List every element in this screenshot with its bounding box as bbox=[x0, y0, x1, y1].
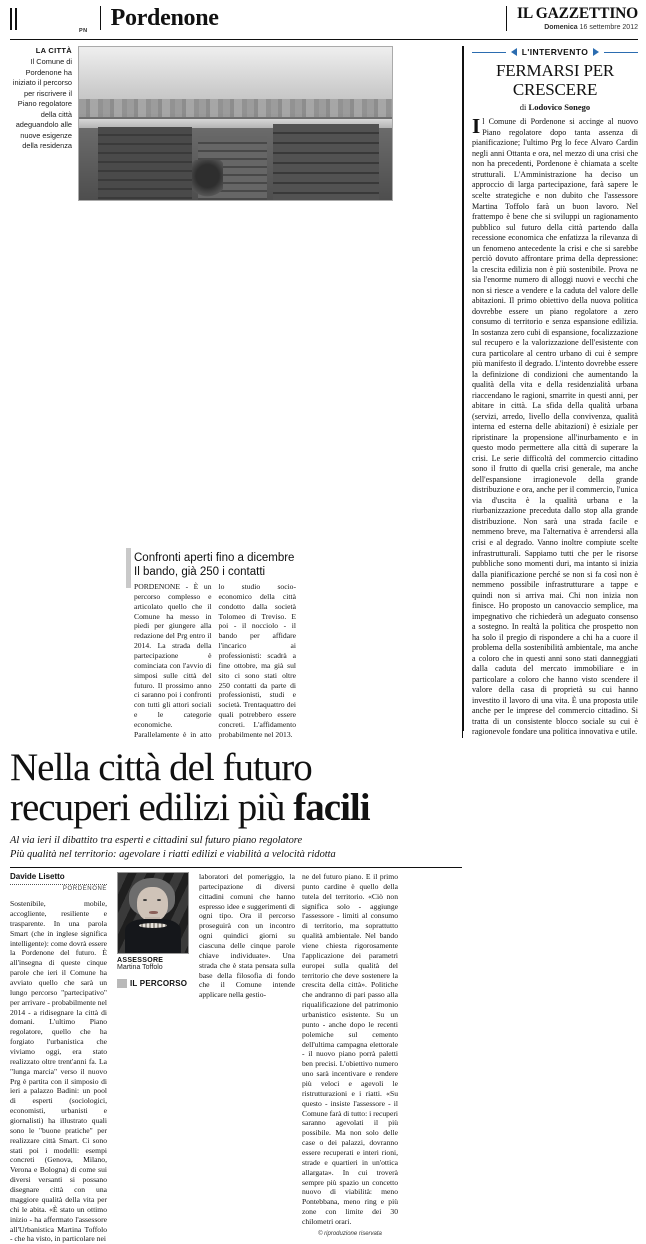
subheading-2: Più qualità nel territorio: agevolare i riatti edilizi e viabilità a velocità ridotta bbox=[10, 848, 336, 860]
column-separator bbox=[463, 46, 464, 731]
issue-date bbox=[517, 24, 638, 31]
photo-building-right bbox=[273, 124, 379, 201]
percorso-tag-label: IL PERCORSO bbox=[130, 978, 188, 988]
article-body-zone bbox=[0, 868, 646, 1244]
percorso-headline-line1: Confronti aperti fino a dicembre bbox=[134, 552, 295, 564]
assessore-kicker: ASSESSORE bbox=[117, 956, 164, 964]
article-text-1: Sostenibile, mobile, accogliente, resiliente e trasparente. In una parola Smart (che in inglese significa intelligente): come dovrà essere la Pordenone del futuro. È all'insegna di queste cinque parole che ieri il Comune ha avviato quello che sarà un lungo percorso "partecipativo" per arrivare - probabilmente nel 2014 - a ridisegnare la città di domani. L'ultimo Piano regolatore, quello che ha forgiato l'urbanistica che viviamo oggi, era stato realizzato oltre trent'anni fa. La "lunga marcia" verso il nuovo Prg è partita con il simposio di ieri a palazzo Badini: un pool di esperti (sociologici, economisti, urbanisti e giornalisti) ha illustrato quali sono le "buone pratiche" per realizzare città Smart. Ci sono stati poi i modelli: esempi concreti (Genova, Milano, Verona e Bologna) di come sui diversi versanti si possano disegnare città con una maggiore qualità della vita per chi le abita. «È stato un ottimo inizio - ha affermato l'assessore all'Urbanistica Martina Toffolo - che ha visto, in particolare nei bbox=[10, 899, 107, 1244]
masthead bbox=[0, 0, 646, 40]
brand-name: IL GAZZETTINO bbox=[516, 5, 638, 22]
assessore-name: Martina Toffolo bbox=[117, 963, 163, 971]
headline-zone bbox=[0, 738, 470, 868]
intervento-byline bbox=[472, 102, 638, 112]
page-title: Pordenone bbox=[100, 6, 506, 30]
intervento-title: FERMARSI PER CRESCERE bbox=[495, 61, 615, 99]
percorso-headline-line2: Il bando, già 250 i contatti bbox=[134, 566, 266, 579]
subheading-1: Al via ieri il dibattito tra esperti e cittadini sul futuro piano regolatore bbox=[10, 835, 303, 847]
percorso-accent-bar bbox=[126, 548, 131, 588]
intervento-label: L'INTERVENTO bbox=[521, 47, 589, 57]
brand-block bbox=[506, 6, 638, 31]
byline-author: Lodovico Sonego bbox=[528, 102, 591, 113]
city-photo bbox=[78, 46, 393, 201]
headline-line2-plain: recuperi edilizi più bbox=[10, 785, 294, 829]
issue-weekday: Domenica bbox=[544, 24, 578, 32]
issue-date-rest: 16 settembre 2012 bbox=[577, 24, 638, 32]
avatar-face bbox=[137, 887, 168, 921]
rule-left bbox=[472, 52, 506, 53]
article-dateline: PORDENONE bbox=[62, 886, 107, 893]
double-bar-logo-icon bbox=[10, 8, 17, 30]
caption-text: Il Comune di Pordenone ha iniziato il percorso per riscrivere il Piano regolatore della città adeguandolo alle nuove esigenze della residenza bbox=[12, 57, 72, 151]
assessore-photo-column bbox=[114, 872, 192, 1244]
article-column-3 bbox=[302, 872, 398, 1244]
article-byline: Davide Lisetto bbox=[10, 872, 107, 885]
percorso-tag bbox=[117, 979, 192, 988]
subheadings bbox=[10, 834, 462, 861]
intervento-header bbox=[472, 46, 638, 57]
photo-caption-column bbox=[10, 46, 78, 738]
avatar-necklace bbox=[139, 923, 167, 928]
opinion-column bbox=[462, 46, 638, 738]
headline-line1: Nella città del futuro bbox=[10, 745, 312, 789]
edition-code: PN bbox=[79, 28, 88, 34]
assessore-avatar bbox=[117, 872, 189, 954]
top-zone bbox=[0, 40, 646, 738]
headline-line2-bold: facili bbox=[293, 785, 370, 829]
article-column-1 bbox=[10, 872, 107, 1244]
triangle-left-icon bbox=[511, 48, 517, 56]
triangle-right-icon bbox=[593, 48, 599, 56]
percorso-headline bbox=[126, 551, 296, 579]
article-text-2: laboratori del pomeriggio, la partecipazione di diversi cittadini comuni che hanno espresso idee e suggerimenti di ogni tipo. Ora il percorso proseguirà con un incontro ogni quindici giorni su ciascuna delle cinque parole chiave individuate». Una strada che è stata pensata sulla base della filosofia di fondo che il Comune intende applicare nella gestio- bbox=[199, 871, 295, 1000]
article-column-2 bbox=[199, 872, 295, 1244]
copyright-note: © riproduzione riservata bbox=[318, 1230, 382, 1237]
byline-prefix: di bbox=[519, 102, 529, 113]
main-headline bbox=[10, 745, 462, 829]
percorso-square-icon bbox=[117, 979, 127, 988]
caption-kicker: LA CITTÀ bbox=[35, 46, 72, 55]
masthead-rule bbox=[10, 39, 638, 40]
percorso-tag-block bbox=[117, 979, 192, 988]
photo-building-left bbox=[98, 127, 192, 200]
percorso-body: PORDENONE - È un percorso complesso e articolato quello che il Comune ha messo in piedi per giungere alla redazione del Prg entro il 2014. La strada della partecipazione è cominciata con l'avvio di simposi sulle città del futuro. Il prossimo anno ci saranno poi i confronti con tutti gli attori sociali e le categorie economiche. Parallelamente è in atto lo studio socio-economico della città condotto dalla società Tolomeo di Treviso. E poi - il nocciolo - il bando per affidare l'incarico ai professionisti: scadrà a fine ottobre, ma già sul sito ci sono stati oltre 250 contatti da parte di professionisti, studi e società. Trentaquattro dei quali potrebbero essere concreti. L'affidamento probabilmente nel 2013. bbox=[134, 582, 296, 739]
intervento-body: Il Comune di Pordenone si accinge al nuovo Piano regolatore dopo tanta assenza di pianificazione; l'ultimo Prg lo fece Alvaro Cardin negli anni Ottanta e ora, nel mezzo di una crisi che non ha precedenti, Pordenone è chiamata a scelte strutturali. L'Amministrazione ha deciso un approccio di larga partecipazione, farà sapere le scelte strategiche e non dubito che l'assessore Martina Toffolo farà un buon lavoro. Nel frattempo è bene che si sviluppi un ragionamento pubblico sul futuro della città partendo dalla recessione economica che enfatizza la rilevanza di un fenomeno antecedente la crisi e che si sarebbe perciò dovuto affrontare prima della depressione: la crescita edilizia non è più sostenibile. Prova ne sia l'enorme numero di alloggi nuovi e vecchi che non si riesce a vendere e la caduta del valore delle abitazioni. Il primo obiettivo della nuova politica dovrebbe essere un piano regolatore a zero consumo di territorio e senza espansione edilizia. In sostanza zero cubi di espansione, focalizzazione sul recupero e la valorizzazione dell'esistente con cura particolare al centro urbano di cui è sempre più manifesto il degrado. L'intento dovrebbe essere la definizione di condizioni che aumentando la qualità della vita e della residenzialità urbana riaccendano le ragioni, smarrite in questi anni, per abitare in città. La sfida della qualità urbana (servizi, arredo, livello della convivenza, qualità interna ed esterna delle abitazioni) è esiziale per ripristinare la propensione all'inurbamento e in questo modo permettere alla città di superare la crisi. Le serie difficoltà del commercio cittadino sono il frutto di quella crisi generale, ma anche dell'espansione irragionevole della grande distribuzione e ora, anche per il commercio, l'unica via d'uscita è la qualità urbana e la riurbanizzazione preceduta dallo stop alla grande distribuzione. Non sarà una strada facile e nemmeno breve, ma l'alternativa è arrendersi alla crisi e al degrado. Vanno inoltre compiute scelte infrastrutturali. Sappiamo tutti che per le risorse pubbliche sono momenti duri, ma intanto si inizia dalla pianificazione perché se non si fa così non è nemmeno possibile infrastrutturare a tappe e quindi non si arriva mai. Chi non inizia non finisce. Ho proposto un canovaccio semplice, ma impegnativo che richiederà un adeguato consenso a sostegno. In realtà la politica che prospetto non ha solo il pregio di rispondere a chi ha a cuore il problema della sostenibilità ambientale, ma anche a coloro che in questi anni sono stati danneggiati dalla caduta del mercato immobiliare e in particolare a coloro che hanno visto scendere il valore della casa di proprietà su cui hanno investito il lavoro di una vita. È una proposta utile anche per le imprese del commercio cittadino. Si tratta di un consistente blocco sociale su cui è ragionevole fondare una politica innovativa e utile. bbox=[472, 114, 638, 737]
percorso-box bbox=[126, 548, 296, 740]
article-text-3: ne del futuro piano. E il primo punto cardine è quello della tutela del territorio. «Ciò non significa solo - aggiunge l'assessore - limiti al consumo di territorio, ma soprattutto qualità ambientale. Nel bando viene chiesta rigorosamente l'applicazione dei parametri europei sulla qualità del territorio che deve sostenere la crescita della città». Politiche che andranno di pari passo alla riqualificazione del patrimonio urbanistico esistente. Su un punto - anche dopo le recenti polemiche sul cemento dell'ultima campagna elettorale - il nuovo piano porrà paletti ben precisi. L'obiettivo numero uno sarà incentivare e rendere più veloci e agevoli le ristrutturazioni e i riatti. «Su questo - insiste l'assessore - il Comune farà di tutto: i recuperi saranno agevolati il più possibile. Ma non solo delle case o dei palazzi, dovranno essere recuperati e interi rioni, strade e quartieri in un'ottica allargata». In cui troverà sempre più spazio un concetto nuovo di viabilità: meno Pontebbana, meno ring e più zone con limite dei 30 chilometri orari. bbox=[302, 871, 398, 1227]
photo-tree bbox=[192, 160, 223, 200]
rule-right bbox=[604, 52, 638, 53]
